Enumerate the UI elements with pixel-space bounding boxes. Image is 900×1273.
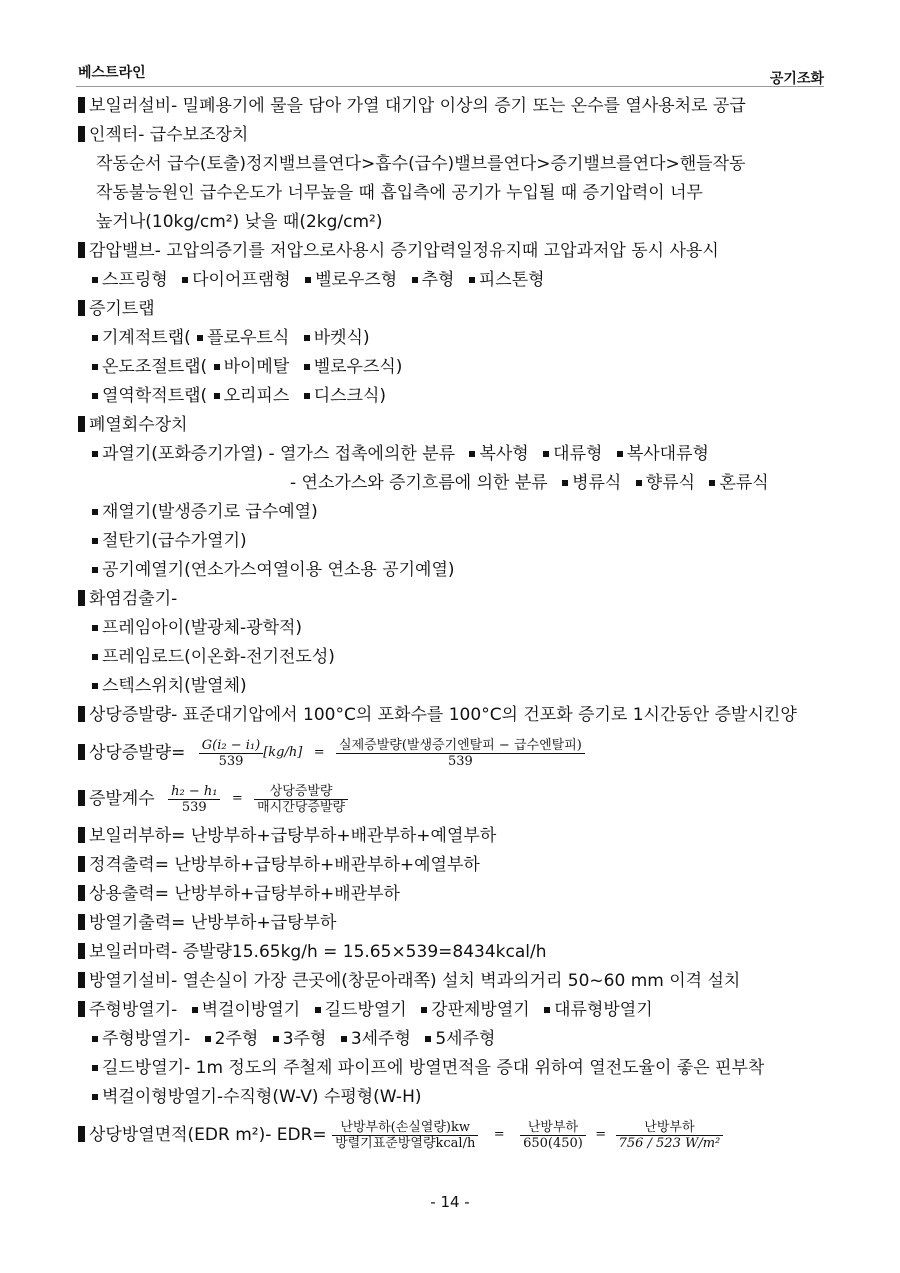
square-bullet-icon bbox=[315, 1007, 321, 1013]
fraction: $\frac{\text{실제증발량(발생증기엔탈피 − 급수엔탈피)}}{539}$ bbox=[336, 738, 585, 769]
square-bullet-icon bbox=[304, 364, 310, 370]
fraction: $\frac{\text{난방부하}}{\text{756 / 523 W/m²}}$ bbox=[616, 1120, 724, 1151]
bullet-icon bbox=[78, 416, 85, 432]
text-line: 재열기(발생증기로 급수예열) bbox=[78, 498, 838, 527]
square-bullet-icon bbox=[92, 451, 98, 457]
bullet-icon bbox=[78, 590, 85, 606]
square-bullet-icon bbox=[304, 335, 310, 341]
square-bullet-icon bbox=[92, 1094, 98, 1100]
fraction: $\frac{\text{난방부하(손실열량)kw}}{\text{방렬기표준방열량kcal/h}}$ bbox=[332, 1120, 478, 1151]
radiator-type-list: 주형방열기- 벽걸이방열기 길드방열기 강판제방열기 대류형방열기 bbox=[78, 996, 838, 1025]
header-left: 베스트라인 bbox=[78, 65, 146, 81]
text-line: 벽걸이형방열기-수직형(W-V) 수평형(W-H) bbox=[78, 1083, 838, 1112]
bullet-icon bbox=[78, 1126, 85, 1142]
bullet-icon bbox=[78, 300, 85, 316]
text-line: 보일러설비- 밀폐용기에 물을 담아 가열 대기압 이상의 증기 또는 온수를 열사용처로 공급 bbox=[78, 92, 838, 121]
column-type-list: 주형방열기- 2주형 3주형 3세주형 5세주형 bbox=[78, 1025, 838, 1054]
text-line: 인젝터- 급수보조장치 bbox=[78, 121, 838, 150]
text-line: 보일러부하= 난방부하+급탕부하+배관부하+예열부하 bbox=[78, 822, 838, 851]
fraction: $\frac{\text{난방부하}}{650(450)}$ bbox=[520, 1120, 586, 1151]
page-body bbox=[78, 92, 838, 1158]
text-line: 공기예열기(연소가스여열이용 연소용 공기예열) bbox=[78, 556, 838, 585]
bullet-icon bbox=[78, 242, 85, 258]
text-line: 보일러마력- 증발량15.65kg/h = 15.65×539=8434kcal/h bbox=[78, 938, 838, 967]
trap-mech: 기계적트랩( 플로우트식 바켓식) bbox=[78, 324, 838, 353]
square-bullet-icon bbox=[92, 393, 98, 399]
header-right: 공기조화 bbox=[769, 71, 824, 87]
text-line: 방열기설비- 열손실이 가장 큰곳에(창문아래쪽) 설치 벽과의거리 50~60 mm 이격 설치 bbox=[78, 967, 838, 996]
square-bullet-icon bbox=[469, 277, 475, 283]
bullet-icon bbox=[78, 943, 85, 959]
text-line: 상용출력= 난방부하+급탕부하+배관부하 bbox=[78, 880, 838, 909]
square-bullet-icon bbox=[92, 335, 98, 341]
square-bullet-icon bbox=[92, 625, 98, 631]
square-bullet-icon bbox=[92, 683, 98, 689]
square-bullet-icon bbox=[636, 480, 642, 486]
square-bullet-icon bbox=[92, 1036, 98, 1042]
bullet-icon bbox=[78, 744, 85, 760]
square-bullet-icon bbox=[182, 277, 188, 283]
square-bullet-icon bbox=[305, 277, 311, 283]
superheater-line-2: - 연소가스와 증기흐름에 의한 분류 병류식 향류식 혼류식 bbox=[290, 473, 769, 493]
text-line: 절탄기(급수가열기) bbox=[78, 527, 838, 556]
formula-equivalent-evaporation: 상당증발량= $\frac{\text{G(i₂ − i₁)}}{539}$ [kg/h] = $\frac{\text{실제증발량(발생증기엔탈피 − 급수엔탈피)}}{539}$ bbox=[78, 730, 838, 776]
text-line: 프레임로드(이온화-전기전도성) bbox=[78, 643, 838, 672]
square-bullet-icon bbox=[197, 335, 203, 341]
square-bullet-icon bbox=[92, 1065, 98, 1071]
square-bullet-icon bbox=[92, 277, 98, 283]
text-line: 증기트랩 bbox=[78, 295, 838, 324]
square-bullet-icon bbox=[469, 451, 475, 457]
square-bullet-icon bbox=[617, 451, 623, 457]
bullet-icon bbox=[78, 885, 85, 901]
header-rule bbox=[76, 86, 824, 87]
text-line: 프레임아이(발광체-광학적) bbox=[78, 614, 838, 643]
bullet-icon bbox=[78, 972, 85, 988]
valve-type-list: 스프링형 다이어프램형 벨로우즈형 추형 피스톤형 bbox=[78, 266, 838, 295]
square-bullet-icon bbox=[92, 654, 98, 660]
square-bullet-icon bbox=[544, 1007, 550, 1013]
square-bullet-icon bbox=[421, 1007, 427, 1013]
fraction: $\frac{\text{G(i₂ − i₁)}}{539}$ bbox=[199, 738, 263, 769]
text-line: 길드방열기- 1m 정도의 주철제 파이프에 방열면적을 증대 위하여 열전도율이 좋은 핀부착 bbox=[78, 1054, 838, 1083]
bullet-icon bbox=[78, 706, 85, 722]
text-line: 작동불능원인 급수온도가 너무높을 때 흡입측에 공기가 누입될 때 증기압력이 너무 bbox=[96, 183, 703, 203]
superheater-line: 과열기(포화증기가열) - 열가스 접촉에의한 분류 복사형 대류형 복사대류형 bbox=[78, 440, 838, 469]
trap-temp: 온도조절트랩( 바이메탈 벨로우즈식) bbox=[78, 353, 838, 382]
formula-evaporation-factor: 증발계수 $\frac{\text{h₂ − h₁}}{539}$ = $\frac{\text{상당증발량}}{\text{매시간당증발량}}$ bbox=[78, 776, 838, 822]
bullet-icon bbox=[78, 827, 85, 843]
bullet-icon bbox=[78, 914, 85, 930]
text-line: 정격출력= 난방부하+급탕부하+배관부하+예열부하 bbox=[78, 851, 838, 880]
text-line: 폐열회수장치 bbox=[78, 411, 838, 440]
square-bullet-icon bbox=[412, 277, 418, 283]
square-bullet-icon bbox=[304, 393, 310, 399]
square-bullet-icon bbox=[214, 393, 220, 399]
fraction: $\frac{\text{h₂ − h₁}}{539}$ bbox=[168, 784, 220, 815]
square-bullet-icon bbox=[273, 1036, 279, 1042]
bullet-icon bbox=[78, 97, 85, 113]
square-bullet-icon bbox=[192, 1007, 198, 1013]
formula-edr: 상당방열면적(EDR m²)- EDR= $\frac{\text{난방부하(손실열량)kw}}{\text{방렬기표준방열량kcal/h}}$ = $\frac{\text{난방부하}}{650(450)}$ = $\frac{\text{난방부하}}{\text{756 / 523 W/m²}}$ bbox=[78, 1112, 838, 1158]
bullet-icon bbox=[78, 790, 85, 806]
bullet-icon bbox=[78, 126, 85, 142]
square-bullet-icon bbox=[425, 1036, 431, 1042]
square-bullet-icon bbox=[92, 567, 98, 573]
text-line: 높거나(10kg/cm²) 낮을 때(2kg/cm²) bbox=[96, 212, 383, 232]
fraction: $\frac{\text{상당증발량}}{\text{매시간당증발량}}$ bbox=[254, 784, 348, 815]
bullet-icon bbox=[78, 856, 85, 872]
text-line: 스텍스위치(발열체) bbox=[78, 672, 838, 701]
text-line: 방열기출력= 난방부하+급탕부하 bbox=[78, 909, 838, 938]
square-bullet-icon bbox=[92, 538, 98, 544]
square-bullet-icon bbox=[92, 364, 98, 370]
text-line: 화염검출기- bbox=[78, 585, 838, 614]
page-number: - 14 - bbox=[430, 1193, 470, 1211]
square-bullet-icon bbox=[709, 480, 715, 486]
square-bullet-icon bbox=[341, 1036, 347, 1042]
text-line: 작동순서 급수(토출)정지밸브를연다>흡수(급수)밸브를연다>증기밸브를연다>핸들작동 bbox=[96, 154, 746, 174]
square-bullet-icon bbox=[562, 480, 568, 486]
text-line: 감압밸브- 고압의증기를 저압으로사용시 증기압력일정유지때 고압과저압 동시 사용시 bbox=[78, 237, 838, 266]
square-bullet-icon bbox=[543, 451, 549, 457]
square-bullet-icon bbox=[92, 509, 98, 515]
trap-thermo: 열역학적트랩( 오리피스 디스크식) bbox=[78, 382, 838, 411]
bullet-icon bbox=[78, 1001, 85, 1017]
text-line: 상당증발량- 표준대기압에서 100°C의 포화수를 100°C의 건포화 증기로 1시간동안 증발시킨양 bbox=[78, 701, 838, 730]
square-bullet-icon bbox=[205, 1036, 211, 1042]
square-bullet-icon bbox=[214, 364, 220, 370]
